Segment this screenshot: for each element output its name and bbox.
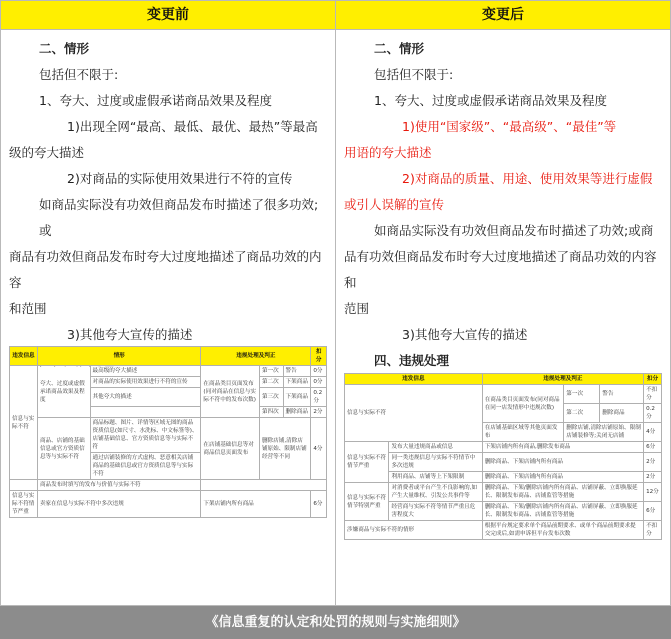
new-cell: 2分: [644, 472, 662, 483]
item-1: 1、夸大、过度或虚假承诺商品效果及程度: [374, 93, 607, 108]
old-cell: 在店铺基础信息等对商品信息页面发布: [201, 418, 260, 480]
section-situation: 二、情形: [39, 41, 90, 56]
new-th-info: 违发信息: [345, 374, 483, 385]
new-cell: 第二次: [564, 404, 600, 423]
old-cell: 删除商品: [283, 407, 311, 418]
new-cell: 12分: [644, 483, 662, 502]
new-cell: 警告: [600, 385, 644, 404]
section-situation: 二、情形: [374, 41, 425, 56]
new-cell: 不扣分: [644, 521, 662, 540]
item-1: 1、夸大、过度或虚假承诺商品效果及程度: [39, 93, 272, 108]
new-cell: 下架店铺内所有商品,删除发布商品: [482, 442, 643, 453]
example-line3: 和范围: [9, 301, 47, 316]
example-line1: 如商品实际没有功效但商品发布时描述了功效;或商: [374, 223, 654, 238]
old-penalty-table: [9, 346, 327, 518]
old-cell: 第四次: [259, 407, 283, 418]
include-note: 包括但不限于:: [39, 67, 119, 82]
new-cell: 信息与实际不符: [345, 385, 483, 442]
old-cell: 其他夸大的描述: [90, 388, 201, 407]
old-cell: 商品、店铺的基础信息或官方资质信息等与实际不符: [37, 418, 90, 480]
old-cell: 0分: [311, 377, 327, 388]
new-cell: 第一次: [564, 385, 600, 404]
new-cell: 发布大量违规商品或信息: [389, 442, 482, 453]
example-line1: 如商品实际没有功效但商品发布时描述了很多功效;或: [39, 197, 319, 238]
old-th-points: 扣分: [311, 347, 327, 366]
old-cell: 对商品的实际使用效果进行不符的宣传: [90, 377, 201, 388]
old-cell: 商品标题、图片、详情等区域无图的商品资质信息(如尺寸、水洗标、中文标签等)、店铺基础信息、官方资质信息等与实际不符: [90, 418, 201, 453]
new-cell: 对消费者或平台产生不良影响的,如产生大量维权、引发公共事件等: [389, 483, 482, 502]
example-line2: 品有功效但商品发布时夸大过度地描述了商品功效的内容和: [344, 249, 657, 290]
include-note: 包括但不限于:: [374, 67, 454, 82]
sub-item-2: 2)对商品的实际使用效果进行不符的宣传: [67, 171, 293, 186]
old-cell: 第一次: [259, 366, 283, 377]
old-cell: 第二次: [259, 377, 283, 388]
new-cell: 删除商品、下架店铺内所有商品: [482, 453, 643, 472]
old-cell: 6分: [311, 491, 327, 518]
sub-item-3: 3)其他夸大宣传的描述: [402, 327, 528, 342]
section-penalty: 四、违规处理: [374, 353, 450, 368]
new-cell: 同一类违规信息与实际不符情节中多次违规: [389, 453, 482, 472]
new-th-points: 扣分: [644, 374, 662, 385]
new-cell: 删除商品: [600, 404, 644, 423]
old-th-info: 违发信息: [10, 347, 38, 366]
old-cell: 第三次: [259, 388, 283, 407]
old-cell: 在商品类目页面发布(同对商品在信息与实际不符中的发布次数): [201, 366, 260, 418]
new-penalty-table: [344, 373, 662, 540]
new-th-handling: 违规处理及判正: [482, 374, 643, 385]
new-cell: 根据平台规定要求单个商品前期要求、或单个商品前期要求提交完成后,如需申诉但平台发布次数: [482, 521, 643, 540]
new-cell: 6分: [644, 502, 662, 521]
new-cell: 删除商品、下架店铺内所有商品: [482, 472, 643, 483]
before-header: 变更前: [1, 1, 335, 30]
old-cell: 2分: [311, 407, 327, 418]
old-cell: 警告: [283, 366, 311, 377]
old-cell: 删除店铺,清除店铺原始、限制店铺经营等不同: [259, 418, 310, 480]
old-cell: 商品发布时填写的发布与价值与实际不符: [37, 480, 200, 491]
new-cell: 6分: [644, 442, 662, 453]
old-cell: 通过店铺装修的方式虚构、恶意相关店铺商品的基础信息或官方资质信息等与实际不符: [90, 453, 201, 480]
sub-item-1-line1: 1)出现全网“最高、最低、最优、最热”等最高: [67, 119, 318, 134]
sub-item-2-line1: 2)对商品的质量、用途、使用效果等进行虚假: [402, 171, 653, 186]
new-cell: 4分: [644, 423, 662, 442]
after-header: 变更后: [336, 1, 670, 30]
new-cell: 删除商品、下架/删除店铺内所有商品、店铺屏蔽、立即换服延长、限制发布商品、店铺监管等措施: [482, 483, 643, 502]
new-cell: 不扣分: [644, 385, 662, 404]
sub-item-3: 3)其他夸大宣传的描述: [67, 327, 193, 342]
old-cell: 4分: [311, 418, 327, 480]
new-cell: 利用商品、店铺等上下架限制: [389, 472, 482, 483]
new-cell: 经营商与实际不符等情节严重且危害程度大: [389, 502, 482, 521]
old-cell: 信息与实际不符情节严重: [10, 491, 38, 518]
old-th-handling: 违规处理及判正: [201, 347, 311, 366]
new-cell: 信息与实际不符情节特别严重: [345, 483, 389, 521]
old-cell: 0分: [311, 366, 327, 377]
sub-item-2-line2: 或引人误解的宣传: [344, 197, 445, 212]
example-line3: 范围: [344, 301, 370, 316]
new-cell: 信息与实际不符情节严重: [345, 442, 389, 483]
old-cell: 最高级的夸大描述: [90, 366, 201, 377]
new-cell: 2分: [644, 453, 662, 472]
old-cell: 下架店铺内所有商品: [201, 491, 311, 518]
old-cell: 夸大、过度或虚假承诺商品效果及程度: [37, 366, 90, 418]
sub-item-1-line1: 1)使用“国家级”、“最高级”、“最佳”等: [402, 119, 617, 134]
old-cell: 信息与实际不符: [10, 366, 38, 480]
new-cell: 0.2分: [644, 404, 662, 423]
new-cell: 在店铺基础区域等其他页面发布: [482, 423, 564, 442]
old-cell: 下架商品: [283, 377, 311, 388]
old-cell: 0.2分: [311, 388, 327, 407]
before-column: [1, 1, 336, 605]
sub-item-1-line2: 用语的夸大描述: [344, 145, 432, 160]
new-cell: 删除店铺,清除店铺原始、限制店铺装修等;关闭无店铺: [564, 423, 644, 442]
old-cell: 卖家在信息与实际不符中多次违规: [37, 491, 200, 518]
sub-item-1-line2: 级的夸大描述: [9, 145, 85, 160]
new-cell: 在商品类目页面发布(同对商品在同一店发情形中违规次数): [482, 385, 564, 423]
old-th-case: 情形: [37, 347, 200, 366]
after-column: [336, 1, 670, 605]
source-footer: 《信息重复的认定和处罚的规则与实施细则》: [0, 606, 671, 639]
new-cell: 涉嫌商品与实际不符的情形: [345, 521, 483, 540]
old-cell: 下架商品: [283, 388, 311, 407]
example-line2: 商品有功效但商品发布时夸大过度地描述了商品功效的内容: [9, 249, 322, 290]
new-cell: 删除商品、下架/删除店铺内所有商品、店铺屏蔽、立即换服延长、限制发布商品、店铺监管等措施: [482, 502, 643, 521]
